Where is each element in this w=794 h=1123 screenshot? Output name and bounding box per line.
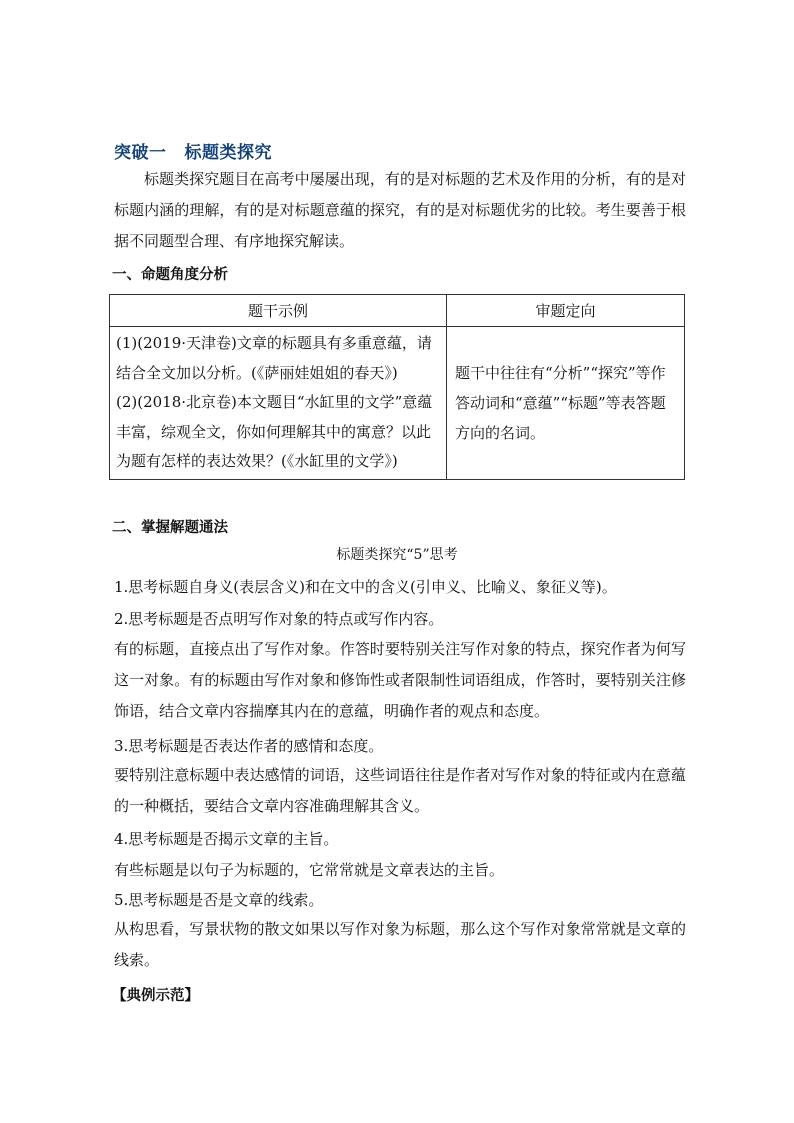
- point-2: 2.思考标题是否点明写作对象的特点或写作内容。: [114, 610, 444, 628]
- table-header-guide: 审题定向: [447, 295, 685, 327]
- table-row: [110, 327, 685, 480]
- table-header-row: [110, 295, 685, 327]
- point-4: 4.思考标题是否揭示文章的主旨。: [114, 830, 339, 848]
- table-header-example: 题干示例: [110, 295, 447, 327]
- point-3-detail: 要特别注意标题中表达感情的词语，这些词语往往是作者对写作对象的特征或内在意蕴的一种概括，要结合文章内容准确理解其含义。: [114, 766, 686, 815]
- intro-paragraph: 标题类探究题目在高考中屡屡出现，有的是对标题的艺术及作用的分析，有的是对标题内涵的理解，有的是对标题意蕴的探究，有的是对标题优劣的比较。考生要善于根据不同题型合理、有序地探究解读。: [114, 170, 686, 250]
- example-item-1: (1)(2019·天津卷)文章的标题具有多重意蕴，请结合全文加以分析。(《萨丽娃姐姐的春天》): [116, 334, 432, 382]
- point-4-detail: 有些标题是以句子为标题的，它常常就是文章表达的主旨。: [114, 861, 505, 879]
- section-title: [114, 138, 272, 163]
- point-1: 1.思考标题自身义(表层含义)和在文中的含义(引申义、比喻义、象征义等)。: [114, 578, 617, 596]
- section-title-part2: 标题类探究: [184, 143, 272, 163]
- point-5: 5.思考标题是否是文章的线索。: [114, 891, 324, 909]
- point-3: 3.思考标题是否表达作者的感情和态度。: [114, 737, 384, 755]
- point-2-detail: 有的标题，直接点出了写作对象。作答时要特别关注写作对象的特点，探究作者为何写这一对象。有的标题由写作对象和修饰性或者限制性词语组成，作答时，要特别关注修饰语，结合文章内容揣摩其内在的意蕴，明确作者的观点和态度。: [114, 640, 686, 720]
- example-item-2: (2)(2018·北京卷)本文题目“水缸里的文学”意蕴丰富，综观全文，你如何理解其中的寓意？以此为题有怎样的表达效果？(《水缸里的文学》): [116, 393, 433, 470]
- analysis-table: [109, 294, 685, 480]
- method-title: 标题类探究“5”思考: [336, 547, 458, 563]
- point-5-detail: 从构思看，写景状物的散文如果以写作对象为标题，那么这个写作对象常常就是文章的线索。: [114, 920, 686, 969]
- heading-method: 二、掌握解题通法: [112, 520, 228, 536]
- table-cell-examples: [110, 327, 447, 480]
- example-label: 【典例示范】: [112, 988, 199, 1004]
- table-cell-guide: 题干中往往有“分析”“探究”等作答动词和“意蕴”“标题”等表答题方向的名词。: [447, 327, 685, 480]
- section-title-part1: 突破一: [114, 143, 167, 163]
- heading-analysis: 一、命题角度分析: [112, 267, 228, 283]
